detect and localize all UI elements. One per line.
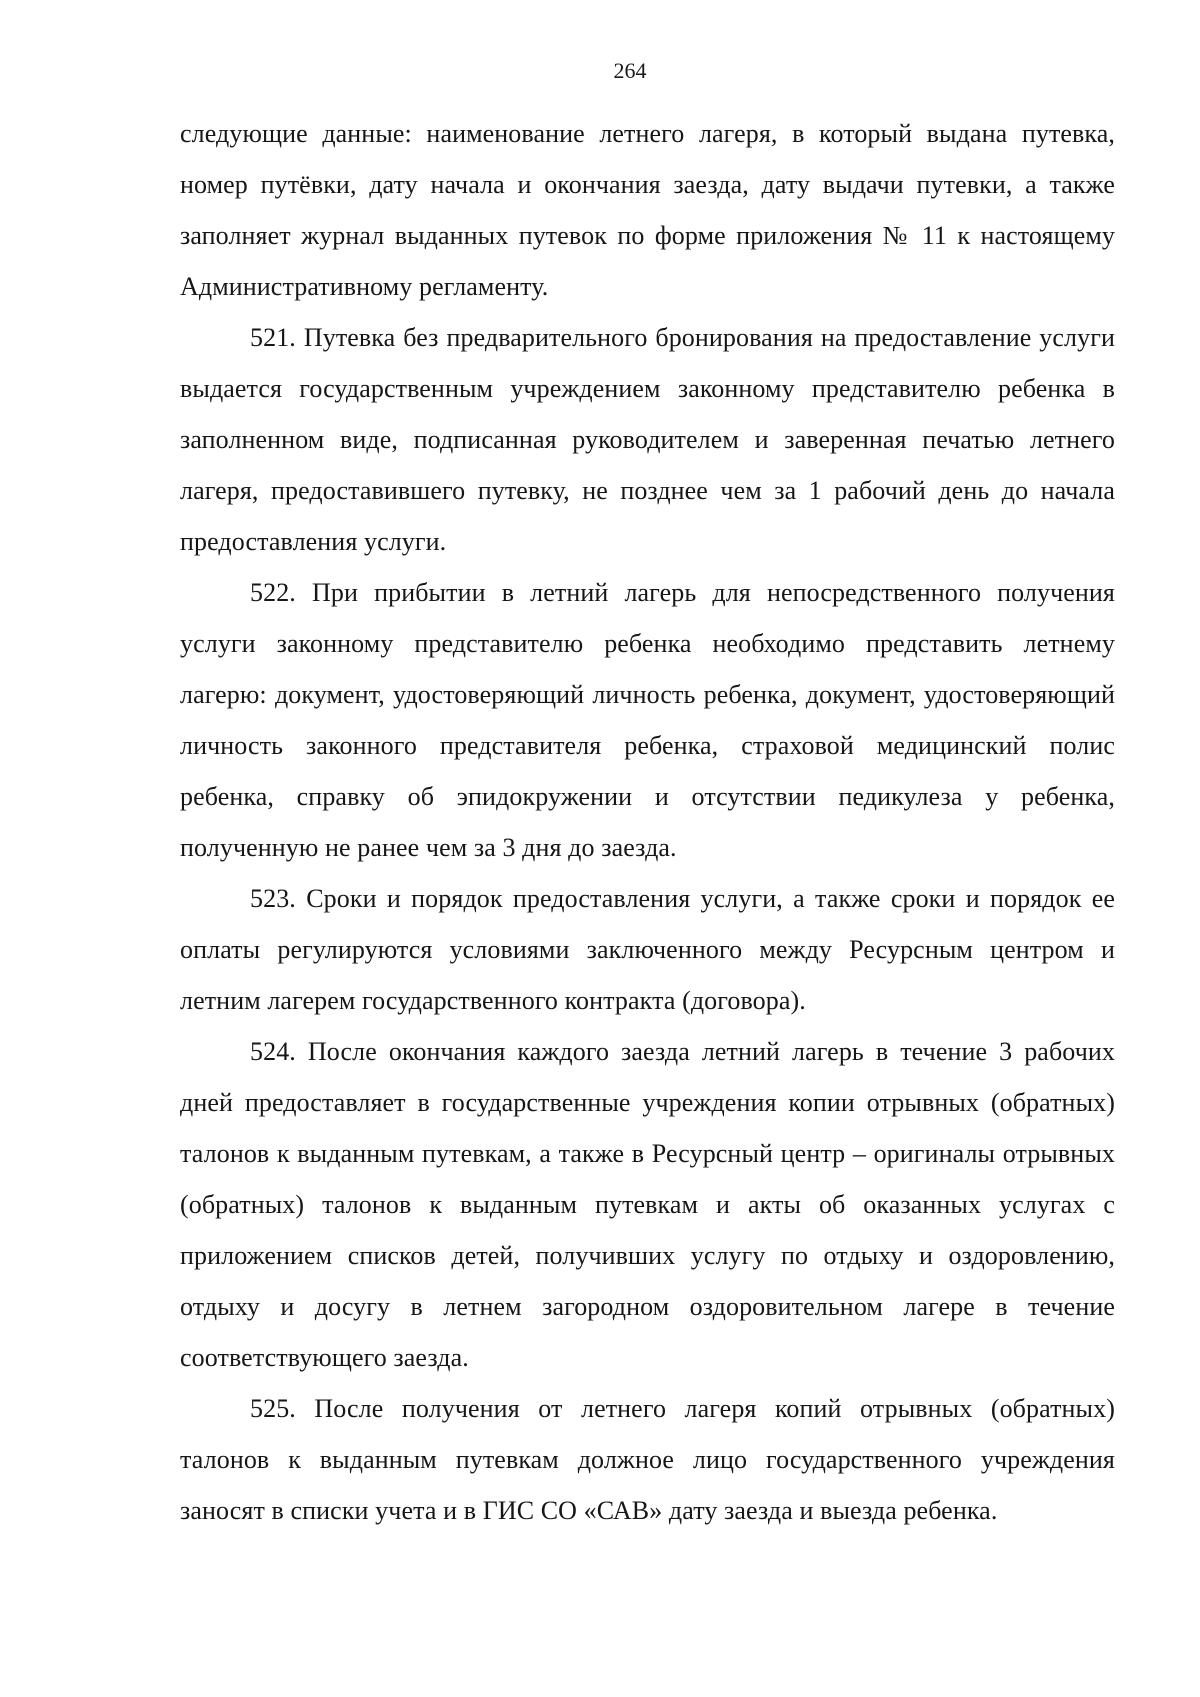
paragraph-text: следующие данные: наименование летнего лагеря, в который выдана путевка, номер путёвки, дату начала и окончания заезда, дату выдачи путевки, а также заполняет журнал выданных путевок по форме приложения № 11 к настоящему Административному регламенту. — [180, 119, 1115, 301]
paragraph-text: Сроки и порядок предоставления услуги, а также сроки и порядок ее оплаты регулируются условиями заключенного между Ресурсным центром и летним лагерем государственного контракта (договора). — [180, 884, 1115, 1015]
paragraph-522 — [180, 567, 1115, 873]
paragraph-number: 524. — [250, 1037, 296, 1066]
document-body — [180, 108, 1115, 1536]
paragraph-523 — [180, 873, 1115, 1026]
paragraph-number: 525. — [250, 1394, 296, 1423]
paragraph-524 — [180, 1026, 1115, 1383]
paragraph-number: 523. — [250, 884, 296, 913]
paragraph-text: Путевка без предварительного бронирования на предоставление услуги выдается государственным учреждением законному представителю ребенка в заполненном виде, подписанная руководителем и заверенная печатью летнего лагеря, предоставившего путевку, не позднее чем за 1 рабочий день до начала предоставления услуги. — [180, 323, 1115, 556]
paragraph-number: 522. — [250, 578, 296, 607]
paragraph-text: После окончания каждого заезда летний лагерь в течение 3 рабочих дней предоставляет в государственные учреждения копии отрывных (обратных) талонов к выданным путевкам, а также в Ресурсный центр – оригиналы отрывных (обратных) талонов к выданным путевкам и акты об оказанных услугах с приложением списков детей, получивших услугу по отдыху и оздоровлению, отдыху и досугу в летнем загородном оздоровительном лагере в течение соответствующего заезда. — [180, 1037, 1115, 1372]
paragraph-525 — [180, 1383, 1115, 1536]
paragraph-number: 521. — [250, 323, 296, 352]
paragraph-521 — [180, 312, 1115, 567]
paragraph-text: При прибытии в летний лагерь для непосредственного получения услуги законному представителю ребенка необходимо представить летнему лагерю: документ, удостоверяющий личность ребенка, документ, удостоверяющий личность законного представителя ребенка, страховой медицинский полис ребенка, справку об эпидокружении и отсутствии педикулеза у ребенка, полученную не ранее чем за 3 дня до заезда. — [180, 578, 1115, 862]
paragraph-continuation — [180, 108, 1115, 312]
paragraph-text: После получения от летнего лагеря копий отрывных (обратных) талонов к выданным путевкам должное лицо государственного учреждения заносят в списки учета и в ГИС СО «САВ» дату заезда и выезда ребенка. — [180, 1394, 1115, 1525]
page-number: 264 — [613, 58, 647, 83]
